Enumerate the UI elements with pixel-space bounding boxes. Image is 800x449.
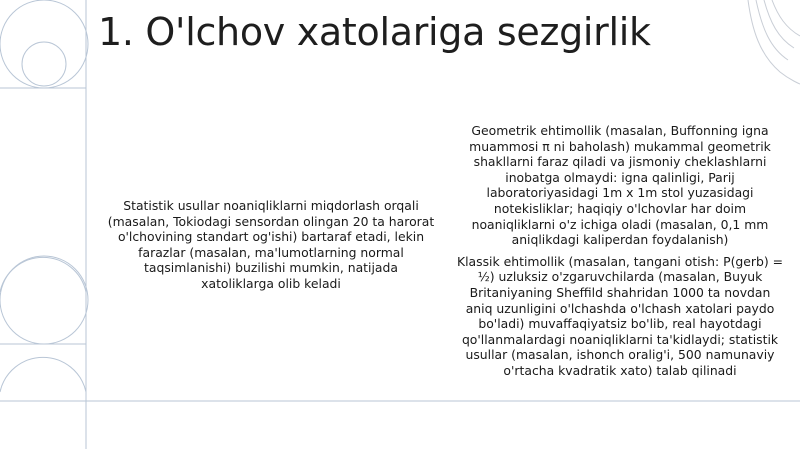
feather-shape-decoration	[748, 0, 800, 84]
top-large-circle	[0, 0, 88, 88]
right-paragraph-geometric: Geometrik ehtimollik (masalan, Buffonning igna muammosi π ni baholash) mukammal geometrik shakllarni faraz qiladi va jismoniy cheklashlarni inobatga olmaydi: igna qalinligi, Parij laboratoriyasidagi 1m x 1m stol yuzasidagi notekisliklar; haqiqiy o'lchovlar har doim noaniqliklarni o'z ichiga oladi (masalan, 0,1 mm aniqlikdagi kaliperdan foydalanish)	[469, 123, 771, 248]
left-text-block	[106, 198, 436, 292]
bottom-arc	[0, 357, 86, 392]
mid-arc	[0, 257, 86, 292]
right-text-block	[455, 123, 785, 379]
left-paragraph: Statistik usullar noaniqliklarni miqdorlash orqali (masalan, Tokiodagi sensordan olingan 20 ta harorat o'lchovining standart og'ishi) bartaraf etadi, lekin farazlar (masalan, ma'lumotlarning normal taqsimlanishi) buzilishi mumkin, natijada xatoliklarga olib keladi	[107, 198, 435, 291]
top-small-circle	[22, 42, 66, 86]
slide-title: 1. O'lchov xatolariga sezgirlik	[98, 10, 651, 54]
lower-circle	[0, 256, 88, 344]
right-paragraph-classical: Klassik ehtimollik (masalan, tangani otish: P(gerb) = ½) uzluksiz o'zgaruvchilarda (masalan, Buyuk Britaniyaning Sheffild shahridan 1000 ta novdan aniq uzunligini o'lchashda o'lchash xatolari paydo bo'ladi) muvaffaqiyatsiz bo'lib, real hayotdagi qo'llanmalardagi noaniqliklarni ta'kidlaydi; statistik usullar (masalan, ishonch oralig'i, 500 namunaviy o'rtacha kvadratik xato) talab qilinadi	[456, 253, 784, 378]
